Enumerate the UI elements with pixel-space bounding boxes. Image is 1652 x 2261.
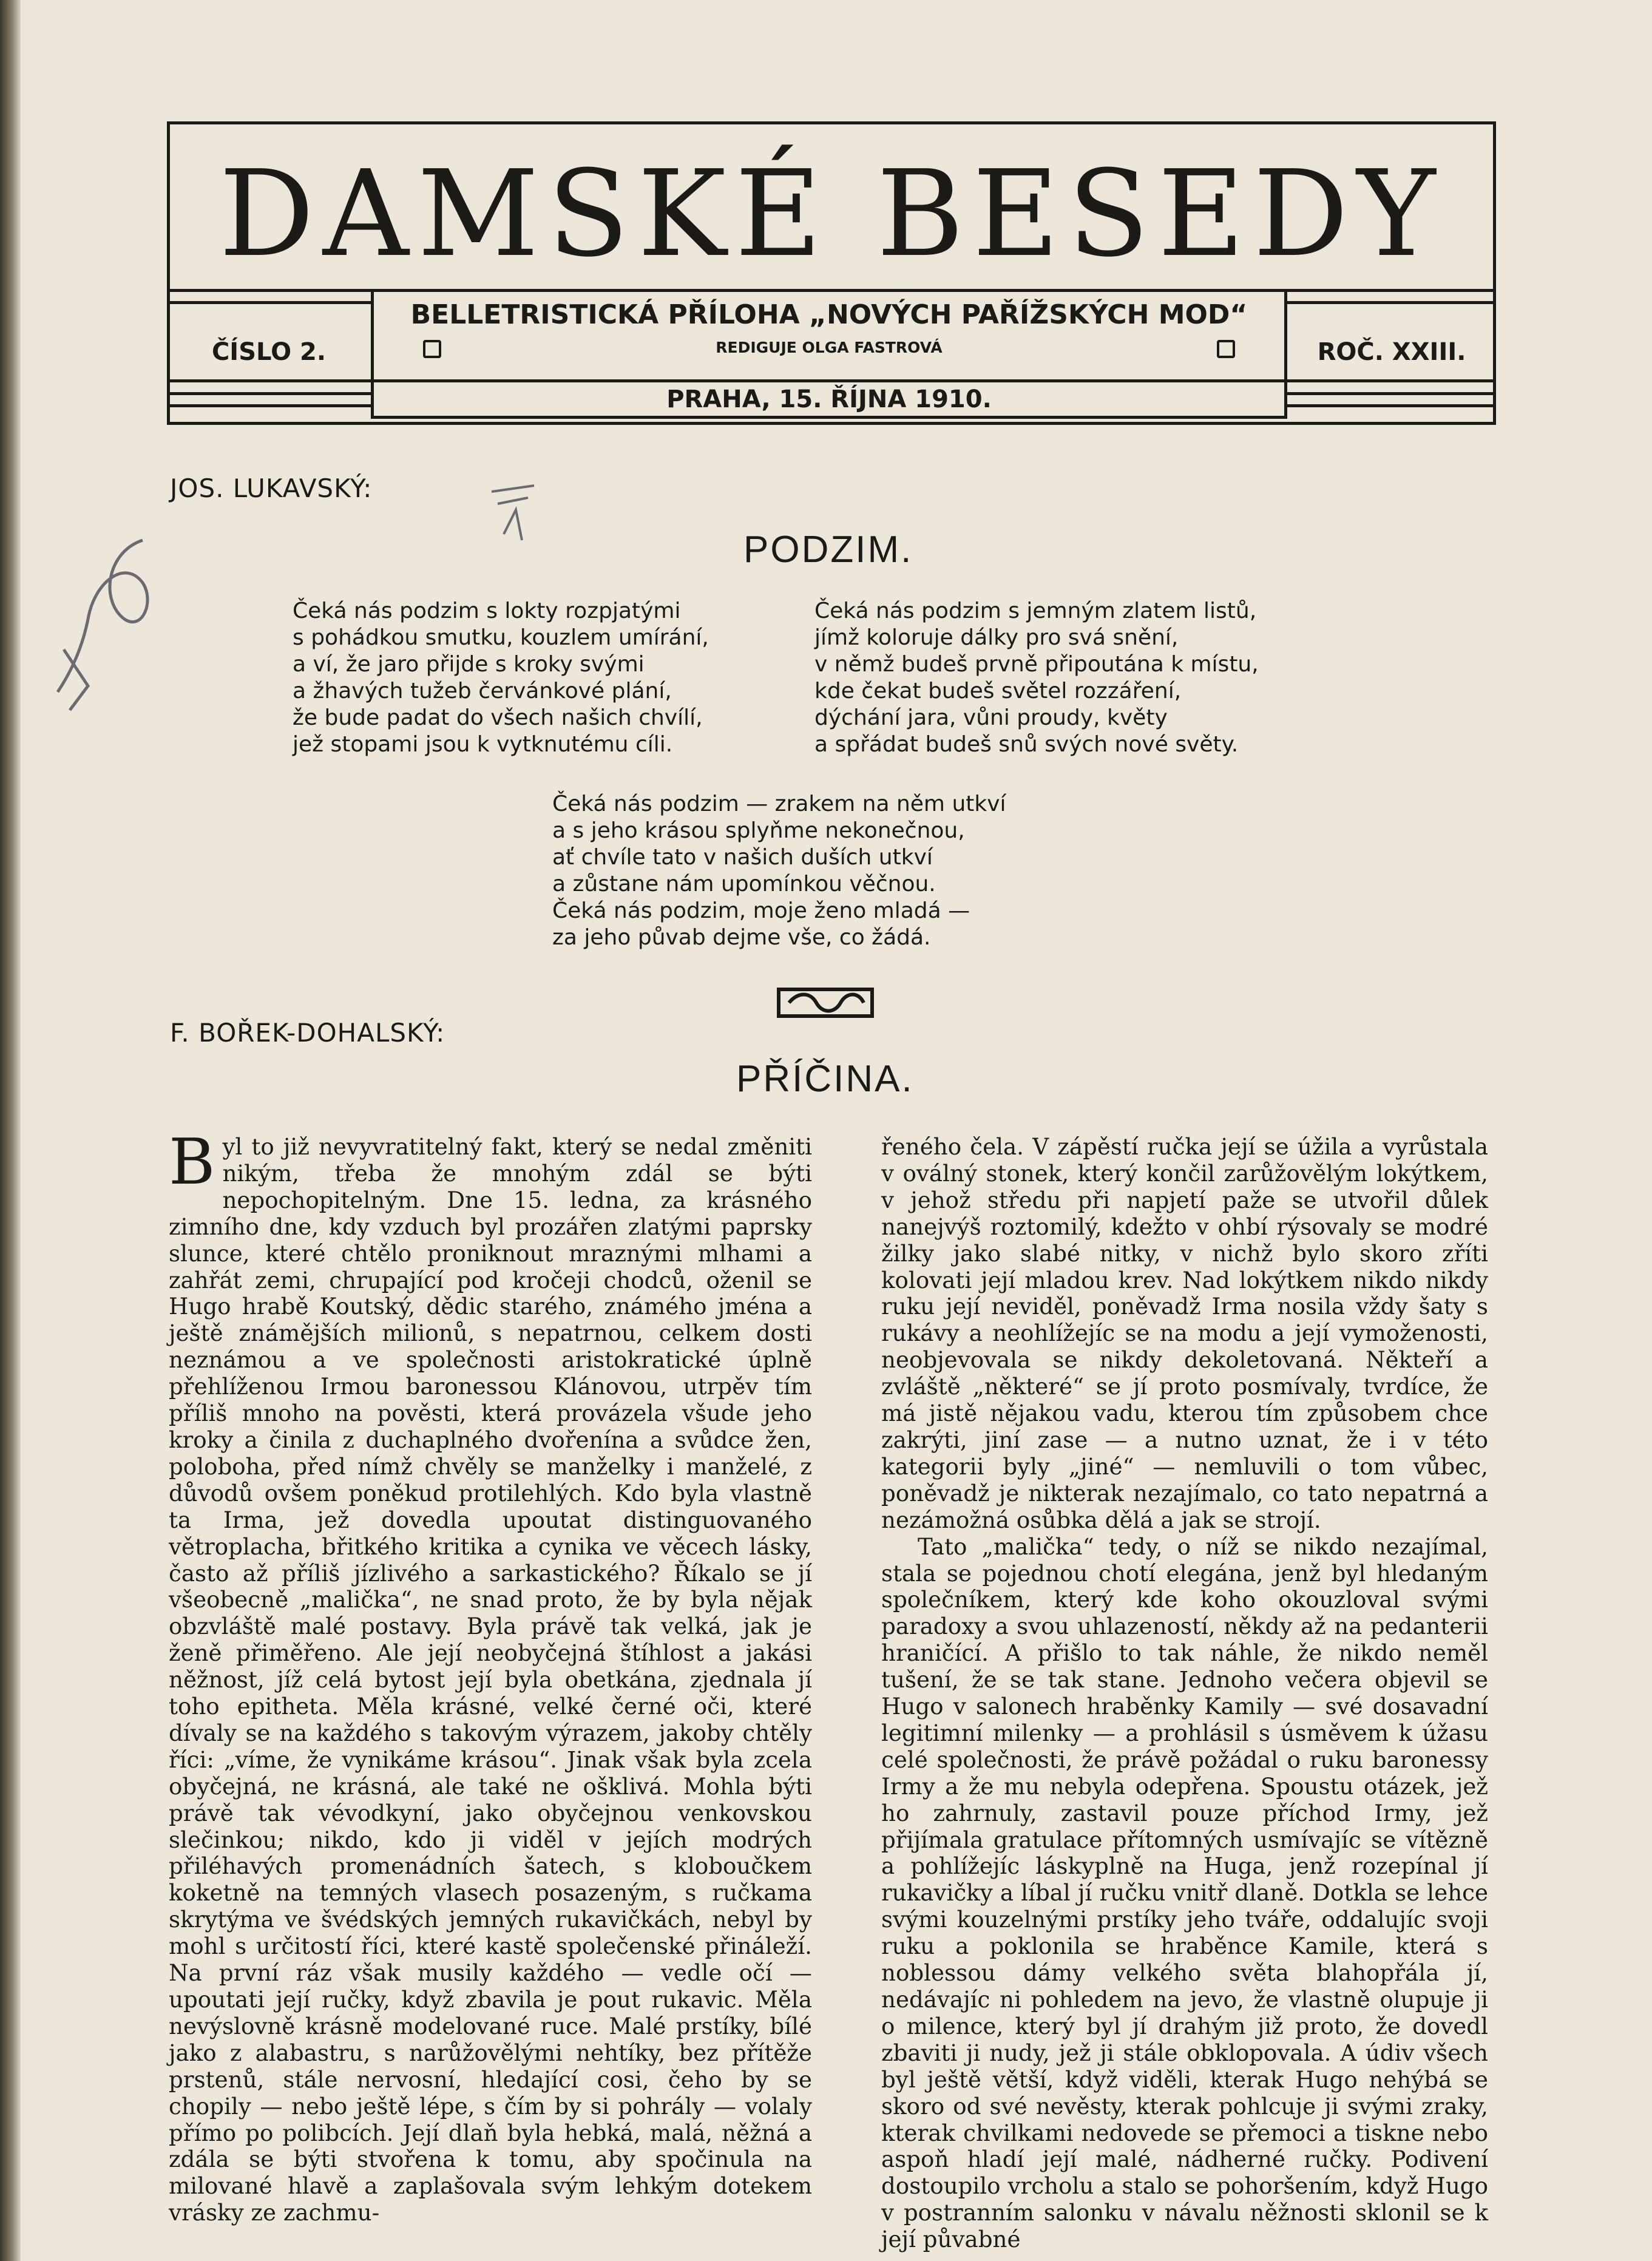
poem-line: ať chvíle tato v našich duších utkví [552, 845, 933, 870]
poem-line: a žhavých tužeb červánkové plání, [293, 679, 672, 703]
ornament-square-right [1217, 340, 1235, 358]
poem-line: Čeká nás podzim, moje ženo mladá — [552, 898, 970, 923]
poem-line: v němž budeš prvně připoutána k místu, [814, 652, 1259, 677]
poem-line: kde čekat budeš světel rozzáření, [814, 679, 1182, 703]
poem-line: jež stopami jsou k vytknutému cíli. [293, 732, 673, 757]
poem-line: dýchání jara, vůni proudy, květy [814, 705, 1168, 730]
poem-line: že bude padat do všech našich chvílí, [293, 705, 703, 730]
story-paragraph [169, 1125, 812, 2226]
story-column-1 [169, 1125, 812, 2226]
section-ornament [774, 985, 877, 1021]
poem-author: JOS. LUKAVSKÝ: [170, 473, 373, 503]
story-paragraph: Tato „malička“ tedy, o níž se nikdo nezajímal, stala se pojednou chotí elegána, jenž byl hledaným společníkem, který kde koho okouzloval svými paradoxy a svou uhlazeností, někdy až na pedanterii hraničící. A přišlo to tak náhle, že nikdo neměl tušení, že se tak stane. Jednoho večera objevil se Hugo v salonech hraběnky Kamily — své dosavadní legitimní milenky — a prohlásil s úsměvem k úžasu celé společnosti, že právě požádal o ruku baronessy Irmy a že mu nebyla odepřena. Spoustu otázek, jež ho zahrnuly, zastavil pouze příchod Irmy, jež přijímala gratulace přítomných usmívajíc se vítězně a pohlížejíc láskyplně na Huga, jenž rozepínal jí rukavičky a líbal jí ručku vnitř dlaně. Dotkla se lehce svými kouzelnými prstíky jeho tváře, oddalujíc svoji ruku a poklonila se hraběnce Kamile, která s noblessou dámy velkého světa blahopřála jí, nedávajíc ni pohledem na jevo, že vlastně olupuje ji o milence, který byl jí drahým již proto, že dovedl zbaviti ji nudy, jež ji stále obklopovala. A údiv všech byl ještě větší, když viděli, kterak Hugo nehýbá se skoro od své nevěsty, kterak pohlcuje ji svými zraky, kterak chvilkami nedovede se přemoci a tiskne nebo aspoň hladí její malé, nádherné ručky. Podivení dostoupilo vrcholu a stalo se pohoršením, když Hugo v postranním salonku v návalu něžnosti sklonil se k její půvabné [881, 1533, 1488, 2253]
drop-cap: B [169, 1125, 215, 1199]
story-author: F. BOŘEK-DOHALSKÝ: [170, 1018, 445, 1048]
story-title: PŘÍČINA. [736, 1058, 914, 1100]
poem-line: Čeká nás podzim s lokty rozpjatými [293, 598, 681, 623]
masthead-subtitle: BELLETRISTICKÁ PŘÍLOHA „NOVÝCH PAŘÍŽSKÝCH MOD“ [410, 299, 1248, 330]
poem-stanza-1 [293, 598, 709, 758]
poem-line: a s jeho krásou splyňme nekonečnou, [552, 818, 965, 843]
story-column-2 [881, 1133, 1488, 2253]
masthead [167, 121, 1496, 425]
poem-line: a ví, že jaro přijde s kroky svými [293, 652, 645, 677]
poem-line: jímž koloruje dálky pro svá snění, [814, 625, 1179, 650]
volume-number: ROČ. XXIII. [1317, 338, 1466, 366]
handwritten-annotation [52, 528, 173, 722]
poem-line: Čeká nás podzim s jemným zlatem listů, [814, 598, 1257, 623]
pencil-mark [486, 480, 546, 546]
poem-line: Čeká nás podzim — zrakem na něm utkví [552, 792, 1006, 816]
place-date: PRAHA, 15. ŘÍJNA 1910. [666, 385, 992, 413]
poem-stanza-2 [814, 598, 1259, 758]
poem-line: a spřádat budeš snů svých nové světy. [814, 732, 1239, 757]
story-text: yl to již nevyvratitelný fakt, který se nedal změniti nikým, třeba že mnohým zdál se býti nepochopitelným. Dne 15. ledna, za krásného zimního dne, kdy vzduch byl prozářen zlatými paprsky slunce, které chtělo proniknout mraznými mlhami a zahřát zemi, chrupající pod kročeji chodců, oženil se Hugo hrabě Koutský, dědic starého, známého jména a ještě známějších milionů, s nepatrnou, celkem dosti neznámou a ve společnosti aristokratické úplně přehlíženou Irmou baronessou Klánovou, utrpěv tím příliš mnoho na pověsti, která provázela všude jeho kroky a činila z duchaplného dvořenína a svůdce žen, poloboha, před nímž chvěly se manželky i manželé, z důvodů ovšem poněkud protilehlých. Kdo byla vlastně ta Irma, jež dovedla upoutat distinguovaného větroplacha, břitkého kritika a cynika ve věcech lásky, často až příliš jízlivého a sarkastického? Říkalo se jí všeobecně „malička“, ne snad proto, že by byla nějak obzvláště malé postavy. Byla právě tak velká, jak je ženě přiměřeno. Ale její neobyčejná štíhlost a jakási něžnost, jíž celá bytost její byla obetkána, zjednala jí toho epitheta. Měla krásné, velké černé oči, které dívaly se na každého s takovým výrazem, jakoby chtěly říci: „víme, že vynikáme krásou“. Jinak však byla zcela obyčejná, ne krásná, ale také ne ošklivá. Mohla býti právě tak vévodkyní, jako obyčejnou venkovskou slečinkou; nikdo, kdo ji viděl v jejích modrých přiléhavých promenádních šatech, s kloboučkem koketně na temných vlasech posazeným, s ručkama skrytýma ve švédských jemných rukavičkách, nebyl by mohl s určitostí říci, které kastě společenské přináleží. Na první ráz však musily každého — vedle očí — upoutati její ručky, když zbavila je pout rukavic. Měla nevýslovně krásně modelované ruce. Malé prstíky, bílé jako z alabastru, s narůžovělými nehtíky, bez přítěže prstenů, stále nervosní, hledající cosi, čeho by se chopily — nebo ještě lépe, s čím by si pohrály — volaly přímo po polibcích. Její dlaň byla hebká, malá, něžná a zdála se býti stvořena k tomu, aby spočinula na milované hlavě a zaplašovala svým lehkým dotekem vrásky ze zachmu- [169, 1133, 812, 2226]
magazine-title: DAMSKÉ BESEDY [218, 145, 1444, 283]
binding-spine [0, 0, 21, 2261]
ornament-square-left [423, 340, 441, 358]
masthead-editor: REDIGUJE OLGA FASTROVÁ [716, 339, 943, 356]
issue-number: ČÍSLO 2. [211, 338, 327, 366]
poem-title: PODZIM. [743, 529, 913, 571]
poem-line: s pohádkou smutku, kouzlem umírání, [293, 625, 709, 650]
story-paragraph: řeného čela. V zápěstí ručka její se úžila a vyrůstala v oválný stonek, který končil zarůžovělým lokýtkem, v jehož středu při napjetí paže se utvořil důlek nanejvýš roztomilý, kdežto v ohbí rýsovaly se modré žilky jako slabé nitky, v nichž bylo skoro zříti kolovati její mladou krev. Nad lokýtkem nikdo nikdy ruku její neviděl, poněvadž Irma nosila vždy šaty s rukávy a neohlížejíc se na modu a její vymoženosti, neobjevovala se nikdy dekoletovaná. Někteří a zvláště „některé“ se jí proto posmívaly, tvrdíce, že má jistě nějakou vadu, kterou tím způsobem chce zakrýti, jiní zase — a nutno uznat, že i v této kategorii byly „jiné“ — nemluvili o tom vůbec, poněvadž je nikterak nezajímalo, co tato nepatrná a nezámožná osůbka dělá a jak se strojí. [881, 1133, 1488, 1533]
poem-line: za jeho půvab dejme vše, co žádá. [552, 925, 931, 950]
poem-stanza-3 [552, 791, 1006, 951]
poem-line: a zůstane nám upomínkou věčnou. [552, 872, 936, 897]
center-divider [371, 379, 1287, 382]
